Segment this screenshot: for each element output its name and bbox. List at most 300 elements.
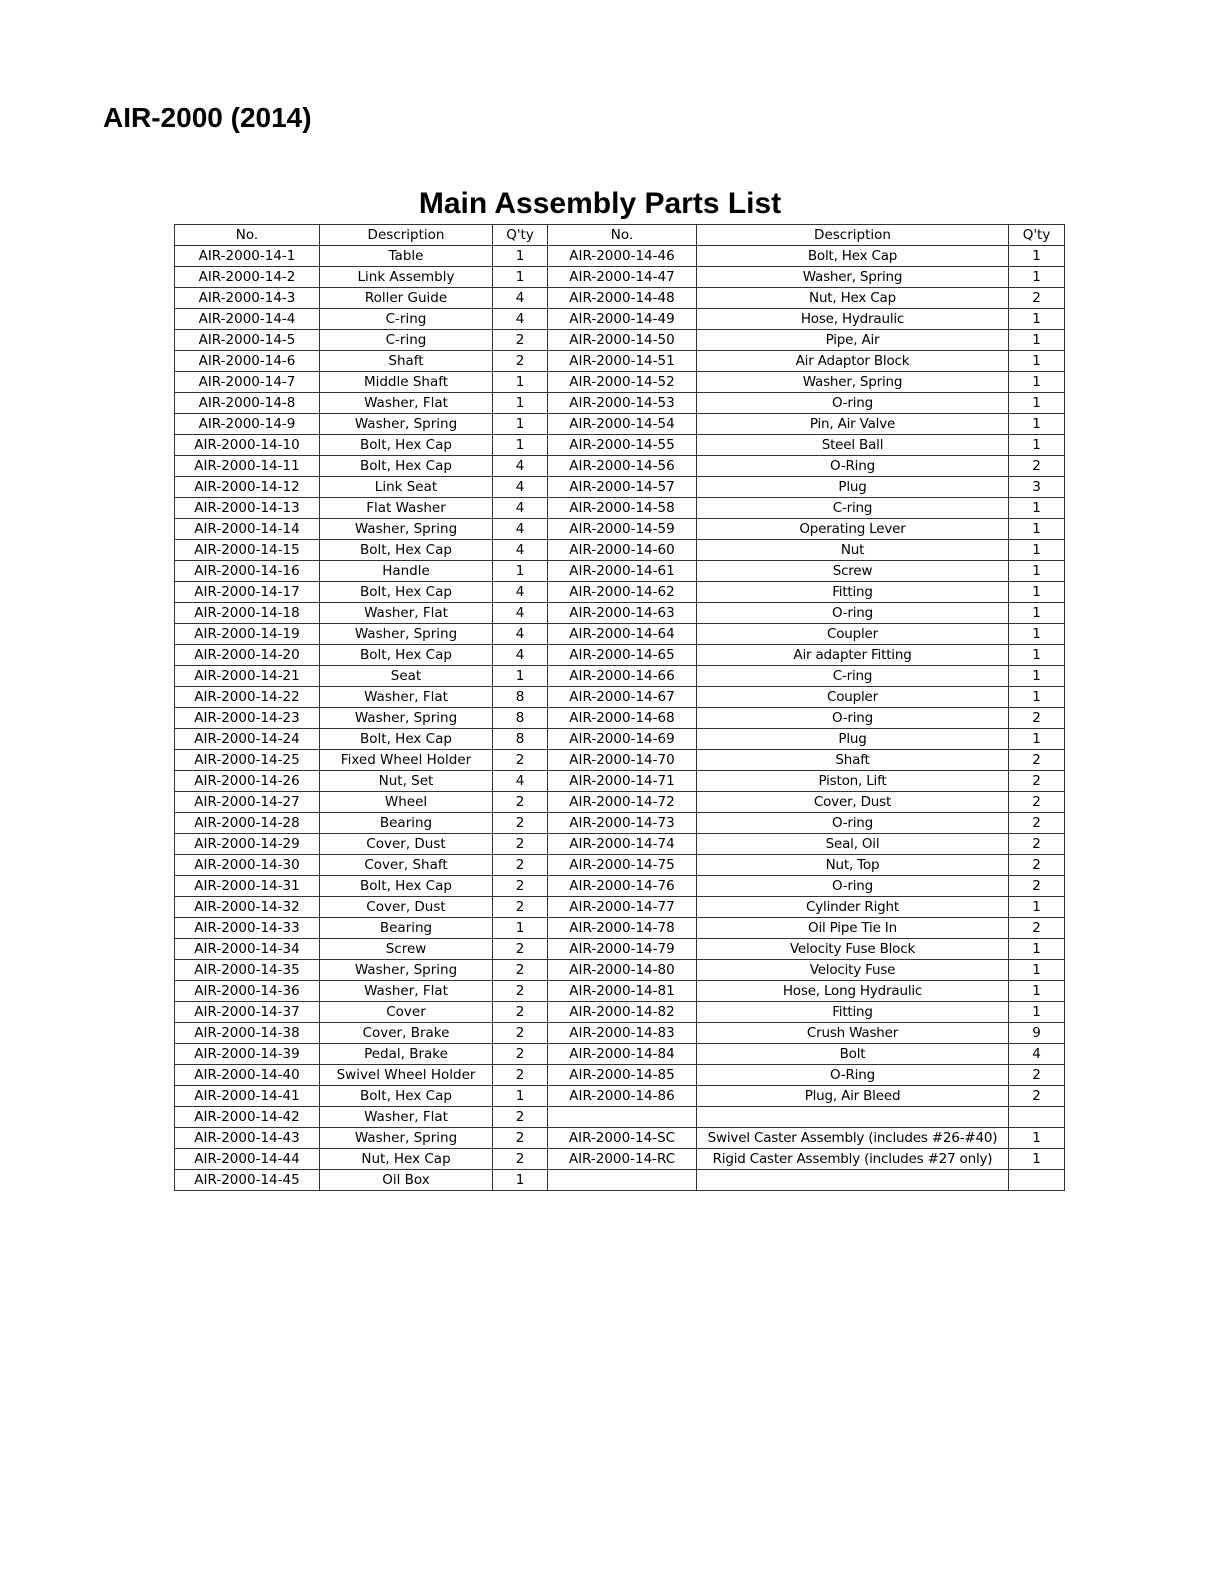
table-row	[175, 939, 1065, 960]
right-description-cell: Plug	[697, 729, 1009, 750]
table-row	[175, 897, 1065, 918]
right-part-number-cell: AIR-2000-14-85	[548, 1065, 697, 1086]
left-quantity-cell: 2	[493, 1044, 548, 1065]
table-row	[175, 1128, 1065, 1149]
left-part-number-cell: AIR-2000-14-7	[175, 372, 320, 393]
table-row	[175, 1023, 1065, 1044]
document-title: AIR-2000 (2014)	[103, 102, 312, 133]
table-row	[175, 477, 1065, 498]
table-row	[175, 351, 1065, 372]
right-quantity-cell: 1	[1009, 330, 1065, 351]
left-description-cell: Table	[320, 246, 493, 267]
left-part-number-cell: AIR-2000-14-21	[175, 666, 320, 687]
right-description-cell: O-ring	[697, 708, 1009, 729]
right-description-cell: Fitting	[697, 582, 1009, 603]
right-part-number-cell: AIR-2000-14-47	[548, 267, 697, 288]
left-quantity-cell: 1	[493, 372, 548, 393]
right-description-cell: Oil Pipe Tie In	[697, 918, 1009, 939]
left-part-number-cell: AIR-2000-14-4	[175, 309, 320, 330]
right-description-cell: Nut, Hex Cap	[697, 288, 1009, 309]
right-part-number-cell: AIR-2000-14-72	[548, 792, 697, 813]
left-part-number-cell: AIR-2000-14-37	[175, 1002, 320, 1023]
left-quantity-cell: 2	[493, 1149, 548, 1170]
left-description-cell: Screw	[320, 939, 493, 960]
right-quantity-cell: 2	[1009, 792, 1065, 813]
right-quantity-cell: 1	[1009, 624, 1065, 645]
right-quantity-cell: 1	[1009, 267, 1065, 288]
left-description-cell: Bolt, Hex Cap	[320, 540, 493, 561]
left-part-number-cell: AIR-2000-14-2	[175, 267, 320, 288]
left-quantity-cell: 4	[493, 477, 548, 498]
left-description-cell: Washer, Flat	[320, 687, 493, 708]
table-row	[175, 666, 1065, 687]
right-part-number-cell: AIR-2000-14-65	[548, 645, 697, 666]
table-row	[175, 456, 1065, 477]
left-part-number-cell: AIR-2000-14-34	[175, 939, 320, 960]
right-part-number-cell: AIR-2000-14-69	[548, 729, 697, 750]
right-description-cell: Piston, Lift	[697, 771, 1009, 792]
header-no-left: No.	[175, 225, 320, 246]
left-description-cell: Bearing	[320, 918, 493, 939]
left-quantity-cell: 2	[493, 1107, 548, 1128]
header-qty-right: Q'ty	[1009, 225, 1065, 246]
right-description-cell: Washer, Spring	[697, 372, 1009, 393]
right-description-cell: Velocity Fuse Block	[697, 939, 1009, 960]
right-quantity-cell: 1	[1009, 1128, 1065, 1149]
table-row	[175, 729, 1065, 750]
right-quantity-cell: 1	[1009, 729, 1065, 750]
right-part-number-cell: AIR-2000-14-46	[548, 246, 697, 267]
left-quantity-cell: 2	[493, 981, 548, 1002]
left-description-cell: Link Seat	[320, 477, 493, 498]
table-row	[175, 645, 1065, 666]
right-part-number-cell: AIR-2000-14-59	[548, 519, 697, 540]
table-row	[175, 561, 1065, 582]
left-description-cell: Oil Box	[320, 1170, 493, 1191]
left-description-cell: Handle	[320, 561, 493, 582]
table-row	[175, 1149, 1065, 1170]
left-description-cell: Nut, Set	[320, 771, 493, 792]
right-quantity-cell: 1	[1009, 1002, 1065, 1023]
right-quantity-cell: 1	[1009, 645, 1065, 666]
table-row	[175, 288, 1065, 309]
left-quantity-cell: 2	[493, 855, 548, 876]
left-quantity-cell: 2	[493, 330, 548, 351]
left-description-cell: Pedal, Brake	[320, 1044, 493, 1065]
left-quantity-cell: 4	[493, 288, 548, 309]
left-part-number-cell: AIR-2000-14-23	[175, 708, 320, 729]
right-description-cell: Coupler	[697, 687, 1009, 708]
left-quantity-cell: 2	[493, 960, 548, 981]
right-part-number-cell: AIR-2000-14-55	[548, 435, 697, 456]
left-description-cell: Washer, Spring	[320, 1128, 493, 1149]
right-quantity-cell: 1	[1009, 981, 1065, 1002]
right-quantity-cell: 1	[1009, 498, 1065, 519]
table-row	[175, 1044, 1065, 1065]
left-quantity-cell: 1	[493, 918, 548, 939]
right-quantity-cell: 2	[1009, 288, 1065, 309]
table-row	[175, 1065, 1065, 1086]
right-quantity-cell: 1	[1009, 519, 1065, 540]
right-quantity-cell: 1	[1009, 687, 1065, 708]
left-quantity-cell: 1	[493, 267, 548, 288]
left-description-cell: Cover, Shaft	[320, 855, 493, 876]
header-description-left: Description	[320, 225, 493, 246]
left-part-number-cell: AIR-2000-14-18	[175, 603, 320, 624]
right-part-number-cell: AIR-2000-14-61	[548, 561, 697, 582]
table-row	[175, 771, 1065, 792]
left-part-number-cell: AIR-2000-14-33	[175, 918, 320, 939]
right-part-number-cell: AIR-2000-14-63	[548, 603, 697, 624]
right-part-number-cell: AIR-2000-14-58	[548, 498, 697, 519]
table-row	[175, 309, 1065, 330]
left-description-cell: Cover, Dust	[320, 897, 493, 918]
left-description-cell: Washer, Spring	[320, 624, 493, 645]
left-quantity-cell: 4	[493, 519, 548, 540]
right-part-number-cell: AIR-2000-14-56	[548, 456, 697, 477]
right-part-number-cell: AIR-2000-14-70	[548, 750, 697, 771]
left-description-cell: Swivel Wheel Holder	[320, 1065, 493, 1086]
right-quantity-cell: 1	[1009, 393, 1065, 414]
left-quantity-cell: 4	[493, 624, 548, 645]
right-part-number-cell: AIR-2000-14-73	[548, 813, 697, 834]
left-description-cell: Flat Washer	[320, 498, 493, 519]
right-part-number-cell: AIR-2000-14-67	[548, 687, 697, 708]
right-part-number-cell: AIR-2000-14-57	[548, 477, 697, 498]
right-quantity-cell: 2	[1009, 1065, 1065, 1086]
right-part-number-cell: AIR-2000-14-86	[548, 1086, 697, 1107]
right-description-cell: Cylinder Right	[697, 897, 1009, 918]
right-description-cell: Hose, Hydraulic	[697, 309, 1009, 330]
left-description-cell: Washer, Flat	[320, 393, 493, 414]
right-part-number-cell: AIR-2000-14-64	[548, 624, 697, 645]
left-quantity-cell: 4	[493, 603, 548, 624]
right-part-number-cell: AIR-2000-14-81	[548, 981, 697, 1002]
left-part-number-cell: AIR-2000-14-39	[175, 1044, 320, 1065]
right-description-cell: O-ring	[697, 393, 1009, 414]
header-qty-left: Q'ty	[493, 225, 548, 246]
table-row	[175, 582, 1065, 603]
right-part-number-cell: AIR-2000-14-80	[548, 960, 697, 981]
left-description-cell: Bolt, Hex Cap	[320, 1086, 493, 1107]
right-part-number-cell: AIR-2000-14-RC	[548, 1149, 697, 1170]
table-row	[175, 330, 1065, 351]
left-part-number-cell: AIR-2000-14-31	[175, 876, 320, 897]
right-quantity-cell: 1	[1009, 435, 1065, 456]
left-part-number-cell: AIR-2000-14-29	[175, 834, 320, 855]
right-quantity-cell: 1	[1009, 540, 1065, 561]
right-quantity-cell: 9	[1009, 1023, 1065, 1044]
left-quantity-cell: 1	[493, 414, 548, 435]
table-row	[175, 960, 1065, 981]
right-quantity-cell	[1009, 1107, 1065, 1128]
table-row	[175, 603, 1065, 624]
left-part-number-cell: AIR-2000-14-3	[175, 288, 320, 309]
right-description-cell: Bolt, Hex Cap	[697, 246, 1009, 267]
left-description-cell: Shaft	[320, 351, 493, 372]
right-quantity-cell: 1	[1009, 939, 1065, 960]
table-row	[175, 687, 1065, 708]
left-description-cell: Fixed Wheel Holder	[320, 750, 493, 771]
left-quantity-cell: 2	[493, 1065, 548, 1086]
left-description-cell: Cover, Brake	[320, 1023, 493, 1044]
right-part-number-cell: AIR-2000-14-82	[548, 1002, 697, 1023]
right-quantity-cell: 1	[1009, 1149, 1065, 1170]
table-row	[175, 372, 1065, 393]
right-description-cell: O-ring	[697, 603, 1009, 624]
left-description-cell: Cover, Dust	[320, 834, 493, 855]
right-quantity-cell: 2	[1009, 771, 1065, 792]
left-quantity-cell: 1	[493, 435, 548, 456]
left-quantity-cell: 1	[493, 561, 548, 582]
table-row	[175, 498, 1065, 519]
left-part-number-cell: AIR-2000-14-45	[175, 1170, 320, 1191]
left-part-number-cell: AIR-2000-14-14	[175, 519, 320, 540]
left-description-cell: Bolt, Hex Cap	[320, 435, 493, 456]
right-part-number-cell: AIR-2000-14-68	[548, 708, 697, 729]
left-part-number-cell: AIR-2000-14-19	[175, 624, 320, 645]
left-quantity-cell: 2	[493, 939, 548, 960]
left-description-cell: Bolt, Hex Cap	[320, 876, 493, 897]
table-row	[175, 813, 1065, 834]
left-part-number-cell: AIR-2000-14-30	[175, 855, 320, 876]
left-part-number-cell: AIR-2000-14-22	[175, 687, 320, 708]
left-description-cell: Roller Guide	[320, 288, 493, 309]
right-description-cell: Velocity Fuse	[697, 960, 1009, 981]
left-part-number-cell: AIR-2000-14-35	[175, 960, 320, 981]
right-part-number-cell: AIR-2000-14-48	[548, 288, 697, 309]
right-part-number-cell: AIR-2000-14-66	[548, 666, 697, 687]
left-quantity-cell: 1	[493, 246, 548, 267]
left-quantity-cell: 2	[493, 351, 548, 372]
table-row	[175, 1002, 1065, 1023]
left-part-number-cell: AIR-2000-14-15	[175, 540, 320, 561]
left-part-number-cell: AIR-2000-14-38	[175, 1023, 320, 1044]
left-quantity-cell: 2	[493, 1002, 548, 1023]
left-part-number-cell: AIR-2000-14-32	[175, 897, 320, 918]
table-row	[175, 435, 1065, 456]
right-quantity-cell: 1	[1009, 960, 1065, 981]
left-quantity-cell: 2	[493, 813, 548, 834]
right-part-number-cell: AIR-2000-14-76	[548, 876, 697, 897]
right-description-cell: Rigid Caster Assembly (includes #27 only)	[697, 1149, 1009, 1170]
left-quantity-cell: 2	[493, 1128, 548, 1149]
left-part-number-cell: AIR-2000-14-20	[175, 645, 320, 666]
right-part-number-cell: AIR-2000-14-SC	[548, 1128, 697, 1149]
left-part-number-cell: AIR-2000-14-6	[175, 351, 320, 372]
left-description-cell: Bolt, Hex Cap	[320, 456, 493, 477]
left-quantity-cell: 4	[493, 498, 548, 519]
left-description-cell: Nut, Hex Cap	[320, 1149, 493, 1170]
right-description-cell: Operating Lever	[697, 519, 1009, 540]
parts-table	[174, 224, 1065, 1191]
left-quantity-cell: 4	[493, 645, 548, 666]
table-row	[175, 981, 1065, 1002]
table-row	[175, 393, 1065, 414]
right-description-cell: Swivel Caster Assembly (includes #26-#40)	[697, 1128, 1009, 1149]
right-quantity-cell: 1	[1009, 309, 1065, 330]
right-description-cell: Pipe, Air	[697, 330, 1009, 351]
right-quantity-cell: 1	[1009, 414, 1065, 435]
right-description-cell: Shaft	[697, 750, 1009, 771]
left-description-cell: Bearing	[320, 813, 493, 834]
table-row	[175, 246, 1065, 267]
left-part-number-cell: AIR-2000-14-10	[175, 435, 320, 456]
left-part-number-cell: AIR-2000-14-28	[175, 813, 320, 834]
right-quantity-cell	[1009, 1170, 1065, 1191]
right-description-cell: Plug, Air Bleed	[697, 1086, 1009, 1107]
right-quantity-cell: 2	[1009, 876, 1065, 897]
left-part-number-cell: AIR-2000-14-9	[175, 414, 320, 435]
left-description-cell: Cover	[320, 1002, 493, 1023]
table-row	[175, 855, 1065, 876]
right-description-cell: Plug	[697, 477, 1009, 498]
left-quantity-cell: 8	[493, 708, 548, 729]
table-row	[175, 792, 1065, 813]
left-description-cell: Washer, Spring	[320, 708, 493, 729]
table-row	[175, 519, 1065, 540]
left-description-cell: Washer, Flat	[320, 981, 493, 1002]
table-row	[175, 624, 1065, 645]
table-row	[175, 834, 1065, 855]
right-part-number-cell: AIR-2000-14-84	[548, 1044, 697, 1065]
left-quantity-cell: 8	[493, 729, 548, 750]
left-description-cell: Bolt, Hex Cap	[320, 729, 493, 750]
table-row	[175, 876, 1065, 897]
right-part-number-cell: AIR-2000-14-53	[548, 393, 697, 414]
right-quantity-cell: 1	[1009, 603, 1065, 624]
right-description-cell: O-ring	[697, 876, 1009, 897]
left-part-number-cell: AIR-2000-14-43	[175, 1128, 320, 1149]
left-quantity-cell: 1	[493, 1086, 548, 1107]
left-quantity-cell: 4	[493, 540, 548, 561]
left-part-number-cell: AIR-2000-14-44	[175, 1149, 320, 1170]
right-quantity-cell: 2	[1009, 813, 1065, 834]
right-description-cell: Screw	[697, 561, 1009, 582]
left-part-number-cell: AIR-2000-14-25	[175, 750, 320, 771]
right-description-cell: Pin, Air Valve	[697, 414, 1009, 435]
left-part-number-cell: AIR-2000-14-11	[175, 456, 320, 477]
right-quantity-cell: 2	[1009, 750, 1065, 771]
right-description-cell: Fitting	[697, 1002, 1009, 1023]
right-description-cell: Seal, Oil	[697, 834, 1009, 855]
right-part-number-cell: AIR-2000-14-49	[548, 309, 697, 330]
right-part-number-cell: AIR-2000-14-50	[548, 330, 697, 351]
right-quantity-cell: 1	[1009, 582, 1065, 603]
right-quantity-cell: 3	[1009, 477, 1065, 498]
left-quantity-cell: 2	[493, 750, 548, 771]
right-quantity-cell: 4	[1009, 1044, 1065, 1065]
parts-table-header	[175, 225, 1065, 246]
table-row	[175, 414, 1065, 435]
right-part-number-cell: AIR-2000-14-78	[548, 918, 697, 939]
left-description-cell: C-ring	[320, 309, 493, 330]
left-part-number-cell: AIR-2000-14-12	[175, 477, 320, 498]
right-description-cell	[697, 1107, 1009, 1128]
left-part-number-cell: AIR-2000-14-40	[175, 1065, 320, 1086]
right-part-number-cell: AIR-2000-14-54	[548, 414, 697, 435]
left-part-number-cell: AIR-2000-14-8	[175, 393, 320, 414]
left-part-number-cell: AIR-2000-14-41	[175, 1086, 320, 1107]
left-description-cell: Wheel	[320, 792, 493, 813]
right-part-number-cell: AIR-2000-14-74	[548, 834, 697, 855]
left-quantity-cell: 2	[493, 897, 548, 918]
right-description-cell: C-ring	[697, 498, 1009, 519]
table-row	[175, 750, 1065, 771]
left-description-cell: Seat	[320, 666, 493, 687]
left-quantity-cell: 2	[493, 834, 548, 855]
left-description-cell: Link Assembly	[320, 267, 493, 288]
left-description-cell: C-ring	[320, 330, 493, 351]
left-description-cell: Bolt, Hex Cap	[320, 645, 493, 666]
right-description-cell: Steel Ball	[697, 435, 1009, 456]
right-quantity-cell: 1	[1009, 897, 1065, 918]
right-quantity-cell: 1	[1009, 561, 1065, 582]
right-part-number-cell: AIR-2000-14-62	[548, 582, 697, 603]
right-part-number-cell: AIR-2000-14-79	[548, 939, 697, 960]
left-quantity-cell: 2	[493, 792, 548, 813]
left-quantity-cell: 1	[493, 666, 548, 687]
right-quantity-cell: 2	[1009, 918, 1065, 939]
left-quantity-cell: 1	[493, 1170, 548, 1191]
left-description-cell: Washer, Flat	[320, 1107, 493, 1128]
left-quantity-cell: 2	[493, 876, 548, 897]
right-part-number-cell: AIR-2000-14-51	[548, 351, 697, 372]
left-description-cell: Washer, Spring	[320, 960, 493, 981]
left-quantity-cell: 8	[493, 687, 548, 708]
left-part-number-cell: AIR-2000-14-42	[175, 1107, 320, 1128]
right-part-number-cell: AIR-2000-14-77	[548, 897, 697, 918]
right-part-number-cell: AIR-2000-14-60	[548, 540, 697, 561]
left-quantity-cell: 4	[493, 582, 548, 603]
right-part-number-cell: AIR-2000-14-71	[548, 771, 697, 792]
right-description-cell: Hose, Long Hydraulic	[697, 981, 1009, 1002]
right-part-number-cell	[548, 1170, 697, 1191]
right-quantity-cell: 2	[1009, 456, 1065, 477]
left-part-number-cell: AIR-2000-14-36	[175, 981, 320, 1002]
left-quantity-cell: 4	[493, 456, 548, 477]
right-part-number-cell: AIR-2000-14-75	[548, 855, 697, 876]
left-quantity-cell: 1	[493, 393, 548, 414]
right-description-cell: C-ring	[697, 666, 1009, 687]
left-quantity-cell: 4	[493, 771, 548, 792]
right-quantity-cell: 1	[1009, 372, 1065, 393]
left-quantity-cell: 2	[493, 1023, 548, 1044]
left-part-number-cell: AIR-2000-14-24	[175, 729, 320, 750]
left-part-number-cell: AIR-2000-14-17	[175, 582, 320, 603]
header-no-right: No.	[548, 225, 697, 246]
right-part-number-cell: AIR-2000-14-52	[548, 372, 697, 393]
left-part-number-cell: AIR-2000-14-16	[175, 561, 320, 582]
left-description-cell: Washer, Spring	[320, 414, 493, 435]
right-description-cell: Nut, Top	[697, 855, 1009, 876]
table-row	[175, 1107, 1065, 1128]
parts-table-body	[175, 246, 1065, 1191]
left-part-number-cell: AIR-2000-14-26	[175, 771, 320, 792]
right-description-cell: Nut	[697, 540, 1009, 561]
left-part-number-cell: AIR-2000-14-1	[175, 246, 320, 267]
left-description-cell: Washer, Spring	[320, 519, 493, 540]
right-description-cell: Bolt	[697, 1044, 1009, 1065]
right-quantity-cell: 1	[1009, 246, 1065, 267]
right-description-cell: Air adapter Fitting	[697, 645, 1009, 666]
left-part-number-cell: AIR-2000-14-5	[175, 330, 320, 351]
left-quantity-cell: 4	[493, 309, 548, 330]
table-row	[175, 708, 1065, 729]
right-quantity-cell: 2	[1009, 1086, 1065, 1107]
right-quantity-cell: 2	[1009, 834, 1065, 855]
right-quantity-cell: 1	[1009, 666, 1065, 687]
